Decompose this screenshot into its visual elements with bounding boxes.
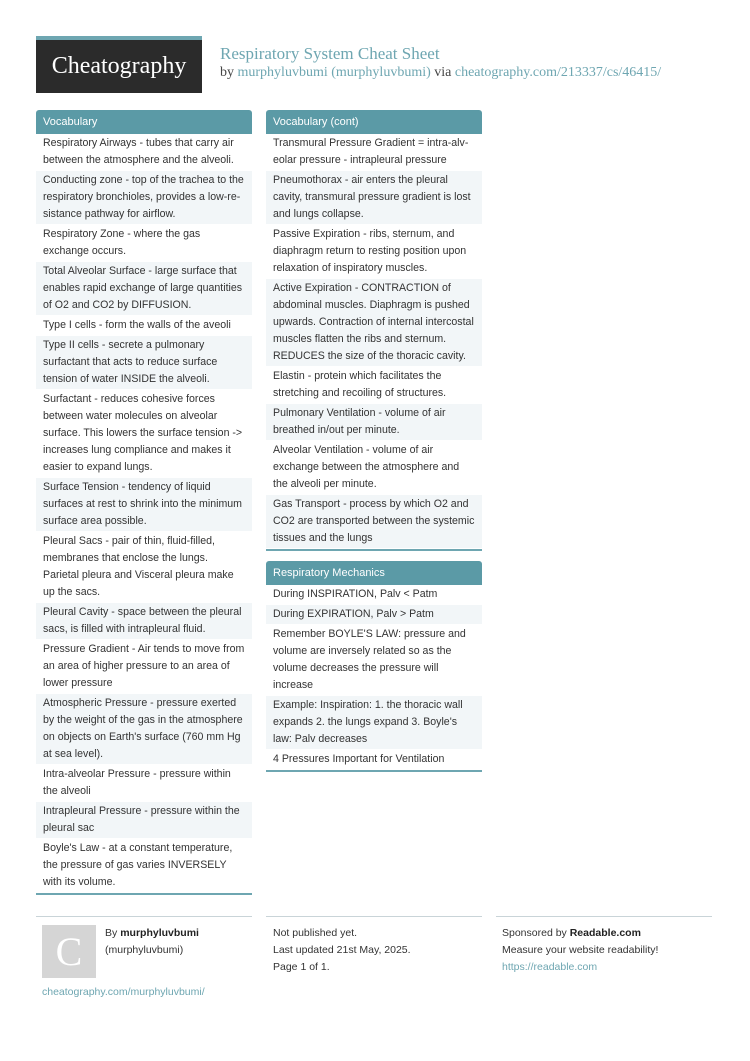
column-middle [266,110,482,782]
author-handle: (murphyluvbumi) [105,944,184,956]
sponsor-tagline: Measure your website readability! [502,944,659,956]
author-profile-link[interactable]: cheatography.com/murphyluvbumi/ [42,986,205,998]
last-updated: Last updated 21st May, 2025. [273,944,411,956]
published-status: Not published yet. [273,927,358,939]
list-item: Transmural Pressure Gradient = intra-alveolar pressure - intrapleural pressure [266,134,482,171]
list-item: Type I cells - form the walls of the aveoli [36,316,252,336]
section-rows [266,134,482,551]
list-item: Atmospheric Pressure - pressure exerted by the weight of the gas in the atmosphere on objects on Earth's surface (760 mm Hg at sea level). [36,694,252,765]
vocabulary-cont-section [266,110,482,551]
list-item: Respiratory Zone - where the gas exchange occurs. [36,225,252,262]
sponsor-name[interactable]: Readable.com [569,927,641,939]
list-item: 4 Pressures Important for Ventilation [266,750,482,770]
cheatography-logo[interactable] [36,36,202,93]
vocabulary-section [36,110,252,895]
author-avatar[interactable] [42,925,96,978]
list-item: Passive Expiration - ribs, sternum, and diaphragm return to resting position upon relaxation of inspiratory muscles. [266,225,482,279]
list-item: During INSPIRATION, Palv < Patm [266,585,482,605]
list-item: Respiratory Airways - tubes that carry air between the atmosphere and the alveoli. [36,134,252,171]
footer-publish-info [273,925,411,976]
list-item: Pleural Cavity - space between the pleural sacs, is filled with intrapleural fluid. [36,603,252,640]
sponsor-link[interactable]: https://readable.com [502,961,598,973]
list-item: Type II cells - secrete a pulmonary surfactant that acts to reduce surface tension of water INSIDE the alveoli. [36,336,252,390]
respiratory-mechanics-section [266,561,482,772]
list-item: Alveolar Ventilation - volume of air exchange between the atmosphere and the alveoli per minute. [266,441,482,495]
list-item: Example: Inspiration: 1. the thoracic wall expands 2. the lungs expand 3. Boyle's law: Palv decreases [266,696,482,750]
list-item: Boyle's Law - at a constant temperature, the pressure of gas varies INVERSELY with its volume. [36,839,252,893]
list-item: Total Alveolar Surface - large surface that enables rapid exchange of large quantities of O2 and CO2 by DIFFUSION. [36,262,252,316]
list-item: Active Expiration - CONTRACTION of abdominal muscles. Diaphragm is pushed upwards. Contraction of internal intercostal muscles flatten the ribs and sternum. REDUCES the size of the thoracic cavity. [266,279,482,367]
list-item: Pressure Gradient - Air tends to move from an area of higher pressure to an area of lower pressure [36,640,252,694]
list-item: Intra-alveolar Pressure - pressure within the alveoli [36,765,252,802]
list-item: Gas Transport - process by which O2 and CO2 are transported between the systemic tissues and the lungs [266,495,482,549]
list-item: Pulmonary Ventilation - volume of air breathed in/out per minute. [266,404,482,441]
list-item: Surfactant - reduces cohesive forces between water molecules on alveolar surface. This lowers the surface tension -> increases lung compliance and makes it easier to expand lungs. [36,390,252,478]
sheet-url-link[interactable]: cheatography.com/213337/cs/46415/ [454,65,662,80]
avatar-letter: C [55,929,83,974]
footer-divider [496,916,712,917]
section-rows [36,134,252,895]
list-item: Elastin - protein which facilitates the stretching and recoiling of structures. [266,367,482,404]
by-prefix: By [105,927,118,939]
footer-divider [36,916,252,917]
footer-sponsor [502,925,658,976]
logo-text: Cheatography [51,53,187,79]
by-label: by [220,65,234,80]
list-item: During EXPIRATION, Palv > Patm [266,605,482,625]
footer-author [105,925,199,959]
page-title: Respiratory System Cheat Sheet [220,44,440,63]
section-heading: Respiratory Mechanics [266,561,482,585]
list-item: Pneumothorax - air enters the pleural cavity, transmural pressure gradient is lost and lungs collapse. [266,171,482,225]
list-item: Surface Tension - tendency of liquid surfaces at rest to shrink into the minimum surface area possible. [36,478,252,532]
byline [220,65,661,81]
author-name[interactable]: murphyluvbumi [120,927,199,939]
via-label: via [434,65,452,80]
section-rows [266,585,482,772]
list-item: Remember BOYLE'S LAW: pressure and volume are inversely related so as the volume decreases the pressure will increase [266,625,482,696]
section-heading: Vocabulary (cont) [266,110,482,134]
sponsor-prefix: Sponsored by [502,927,567,939]
column-left [36,110,252,905]
page-count: Page 1 of 1. [273,961,330,973]
section-heading: Vocabulary [36,110,252,134]
author-link[interactable]: murphyluvbumi (murphyluvbumi) [237,65,431,80]
list-item: Conducting zone - top of the trachea to the respiratory bronchioles, provides a low-resistance pathway for airflow. [36,171,252,225]
footer-divider [266,916,482,917]
list-item: Pleural Sacs - pair of thin, fluid-filled, membranes that enclose the lungs. Parietal pleura and Visceral pleura make up the sacs. [36,532,252,603]
list-item: Intrapleural Pressure - pressure within the pleural sac [36,802,252,839]
